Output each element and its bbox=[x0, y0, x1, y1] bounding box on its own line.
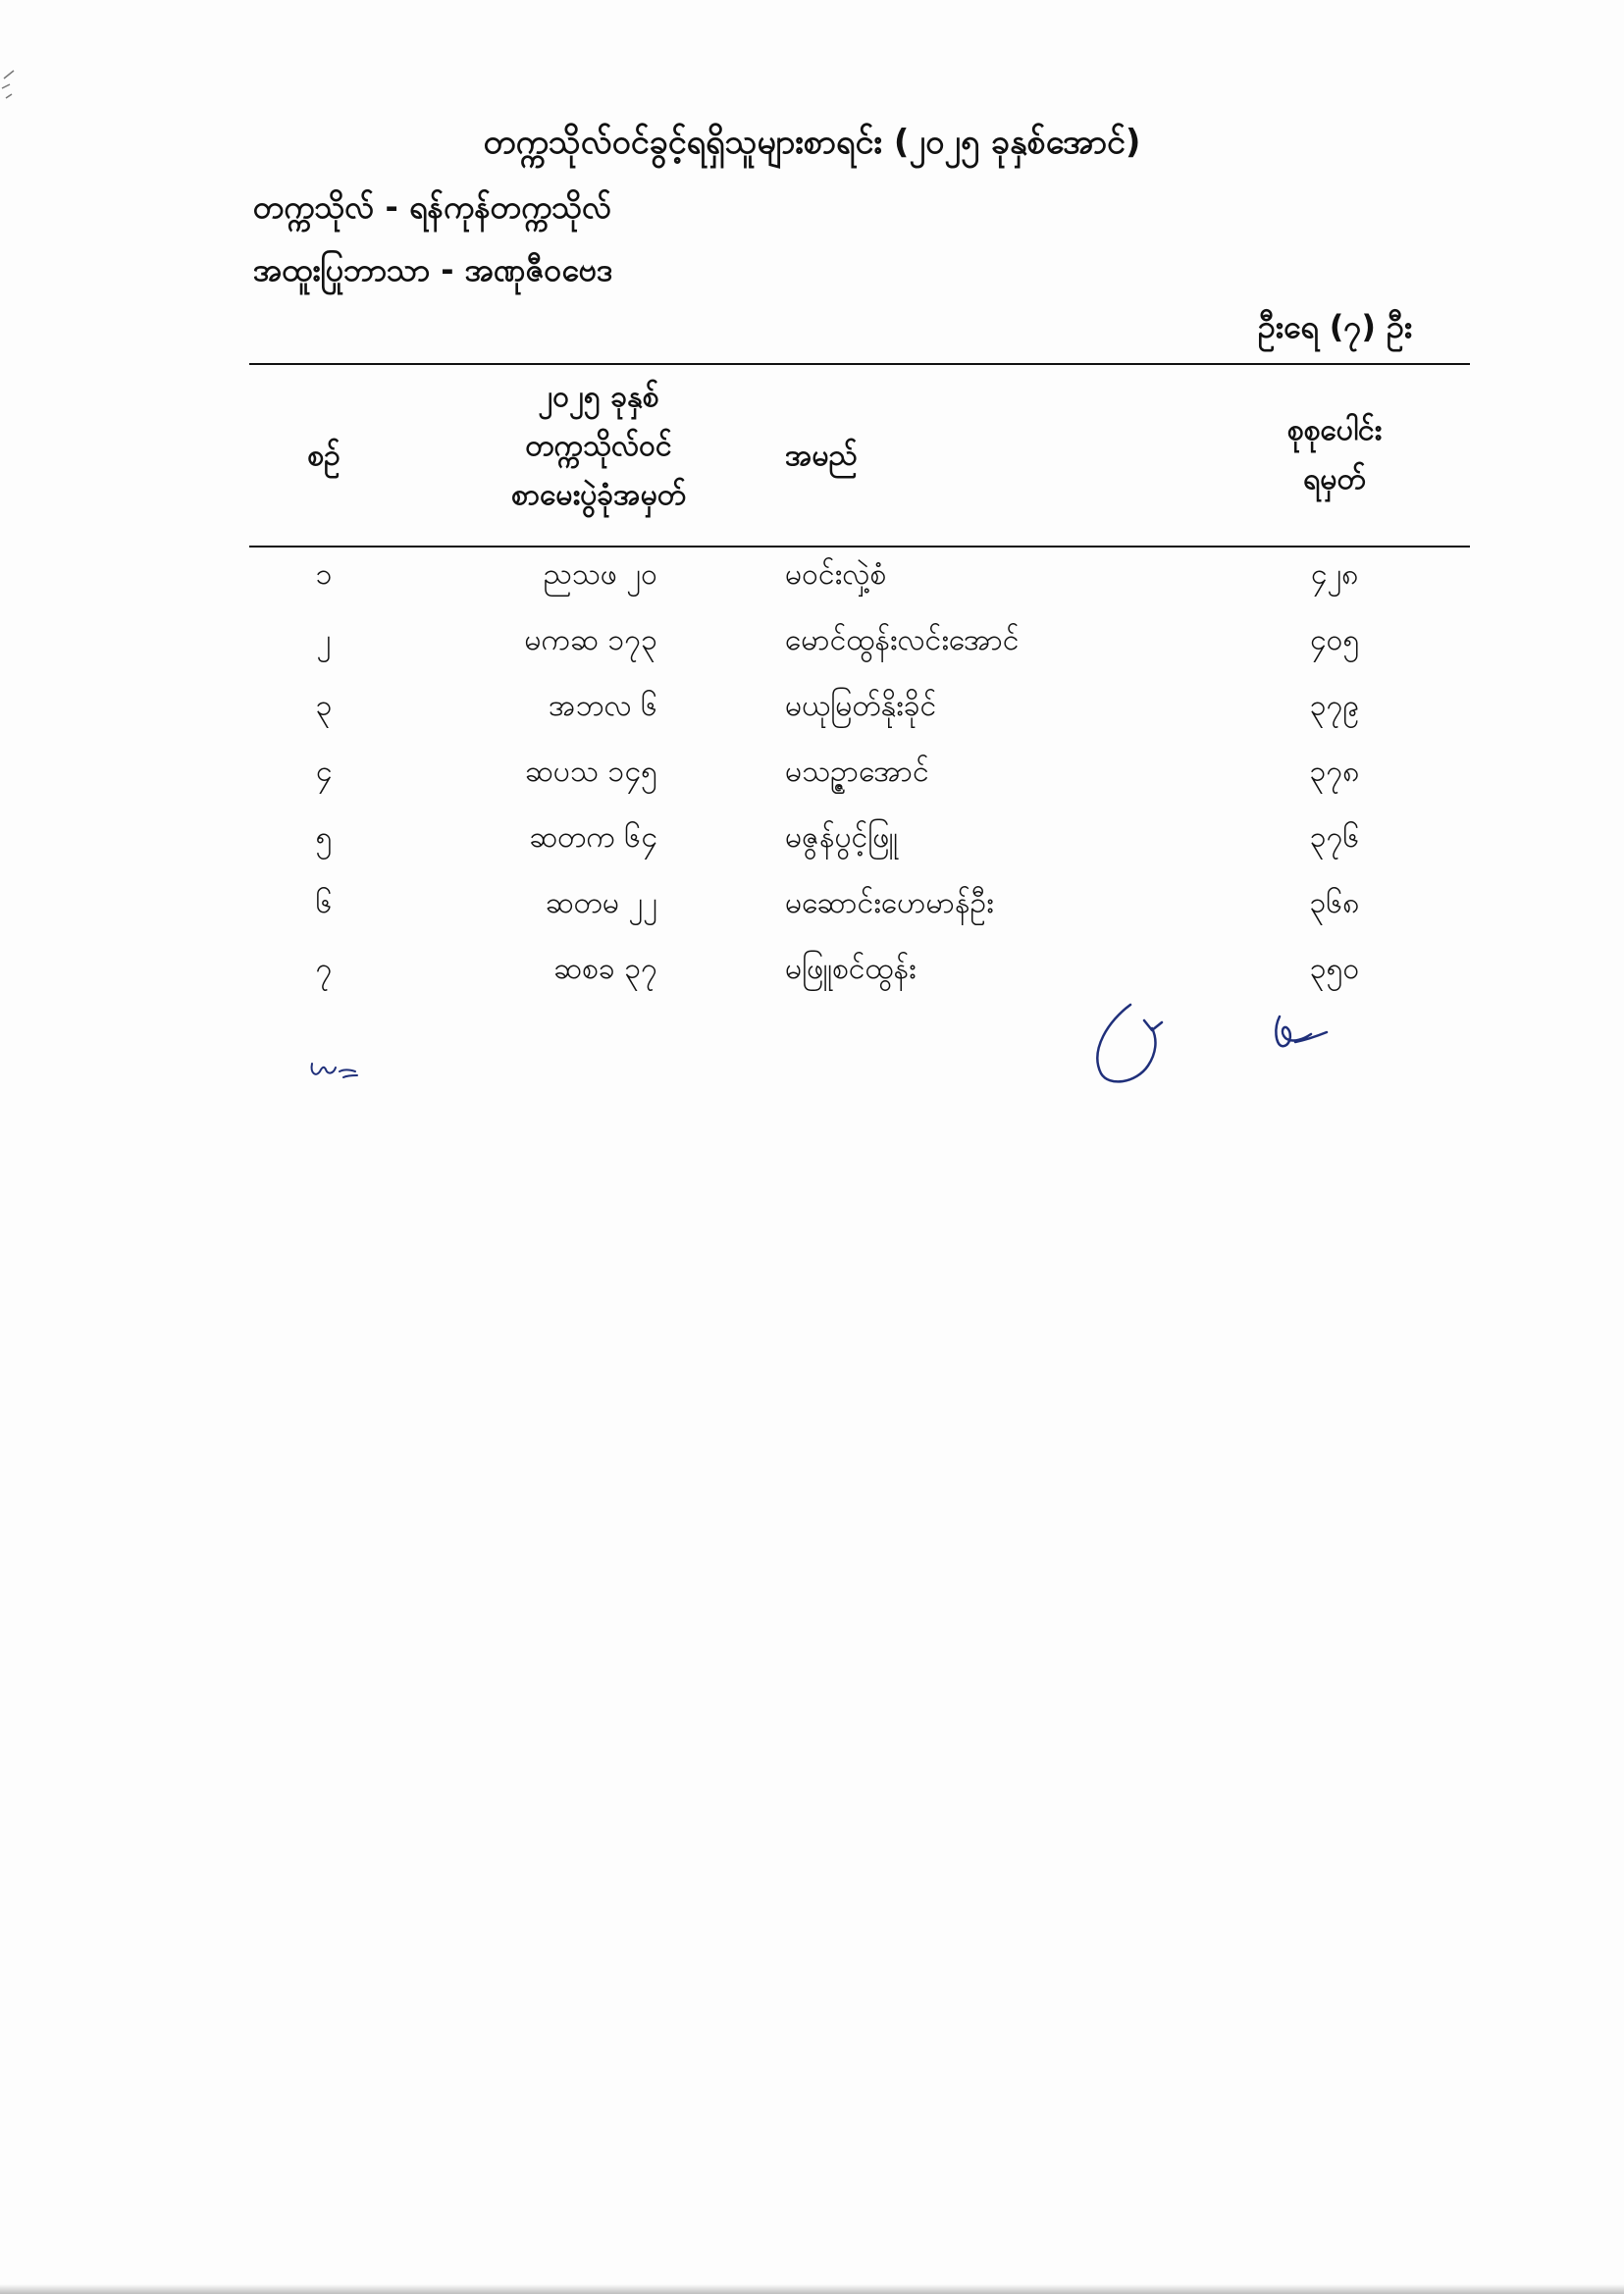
cell-name: မသဥ္ဇာအောင် bbox=[785, 755, 929, 789]
document-title: တက္ကသိုလ်ဝင်ခွင့်ရရှိသူများစာရင်း (၂၀၂၅ ခုနှစ်အောင်) bbox=[483, 123, 1141, 162]
cell-serial: ၆ bbox=[315, 886, 333, 920]
cell-marks: ၃၆၈ bbox=[1309, 886, 1360, 920]
table-row bbox=[0, 687, 1624, 753]
table-row bbox=[0, 950, 1624, 1016]
cell-roll-number: ညသဖ ၂၀ bbox=[543, 557, 657, 592]
cell-roll-number: ဆတက ၆၄ bbox=[529, 820, 657, 855]
total-count: ဦးရေ (၇) ဦး bbox=[1257, 308, 1412, 345]
header-name: အမည် bbox=[785, 439, 858, 473]
table-row bbox=[0, 884, 1624, 950]
cell-marks: ၃၇၉ bbox=[1309, 689, 1360, 723]
cell-name: မယုမြတ်နိုးခိုင် bbox=[785, 689, 937, 723]
cell-name: မဖြူစင်ထွန်း bbox=[785, 952, 917, 986]
table-row bbox=[0, 555, 1624, 621]
handwritten-initials-right bbox=[1266, 1009, 1335, 1058]
header-serial-number: စဉ် bbox=[307, 439, 341, 473]
cell-serial: ၂ bbox=[316, 623, 332, 657]
subject-line: အထူးပြုဘာသာ - အဏုဇီဝဗေဒ bbox=[253, 251, 613, 288]
table-header-rule bbox=[249, 546, 1470, 547]
table-row bbox=[0, 753, 1624, 818]
header-roll-line-1: ၂၀၂၅ ခုနှစ် bbox=[538, 380, 659, 414]
cell-serial: ၃ bbox=[315, 689, 333, 723]
cell-marks: ၃၇၆ bbox=[1309, 820, 1360, 855]
cell-name: မဆောင်းဟေမာန်ဦး bbox=[785, 886, 994, 920]
cell-serial: ၇ bbox=[315, 952, 333, 986]
table-row bbox=[0, 621, 1624, 687]
cell-marks: ၄၀၅ bbox=[1309, 623, 1360, 657]
cell-serial: ၅ bbox=[315, 820, 333, 855]
cell-marks: ၃၇၈ bbox=[1309, 755, 1360, 789]
cell-name: မဝင်းလှဲ့စံ bbox=[785, 557, 887, 592]
scan-bottom-edge bbox=[0, 2284, 1624, 2294]
handwritten-initials-left bbox=[306, 1052, 365, 1087]
cell-marks: ၃၅၀ bbox=[1309, 952, 1360, 986]
handwritten-signature bbox=[1079, 991, 1187, 1089]
cell-roll-number: ဆတမ ၂၂ bbox=[545, 886, 657, 920]
cell-roll-number: မကဆ ၁၇၃ bbox=[524, 623, 657, 657]
header-roll-line-2: တက္ကသိုလ်ဝင် bbox=[525, 429, 672, 463]
header-marks-line-1: စုစုပေါင်း bbox=[1286, 413, 1383, 447]
cell-roll-number: အဘလ ၆ bbox=[549, 689, 657, 723]
cell-roll-number: ဆပသ ၁၄၅ bbox=[524, 755, 657, 789]
scan-artifact-mark bbox=[0, 59, 29, 118]
table-body bbox=[0, 555, 1624, 1016]
header-roll-line-3: စာမေးပွဲခုံအမှတ် bbox=[510, 478, 687, 512]
department-line: တက္ကသိုလ် - ရန်ကုန်တက္ကသိုလ် bbox=[253, 188, 612, 226]
cell-serial: ၁ bbox=[315, 557, 333, 592]
header-marks-line-2: ရမှတ် bbox=[1303, 462, 1366, 496]
cell-marks: ၄၂၈ bbox=[1310, 557, 1359, 592]
cell-name: မောင်ထွန်းလင်းအောင် bbox=[785, 623, 1020, 657]
cell-roll-number: ဆစခ ၃၇ bbox=[552, 952, 657, 986]
table-row bbox=[0, 818, 1624, 884]
cell-serial: ၄ bbox=[315, 755, 333, 789]
table-top-rule bbox=[249, 363, 1470, 365]
header-total-marks bbox=[1227, 406, 1442, 504]
header-roll-number bbox=[461, 373, 736, 520]
cell-name: မဇွန်ပွင့်ဖြူ bbox=[785, 820, 899, 855]
